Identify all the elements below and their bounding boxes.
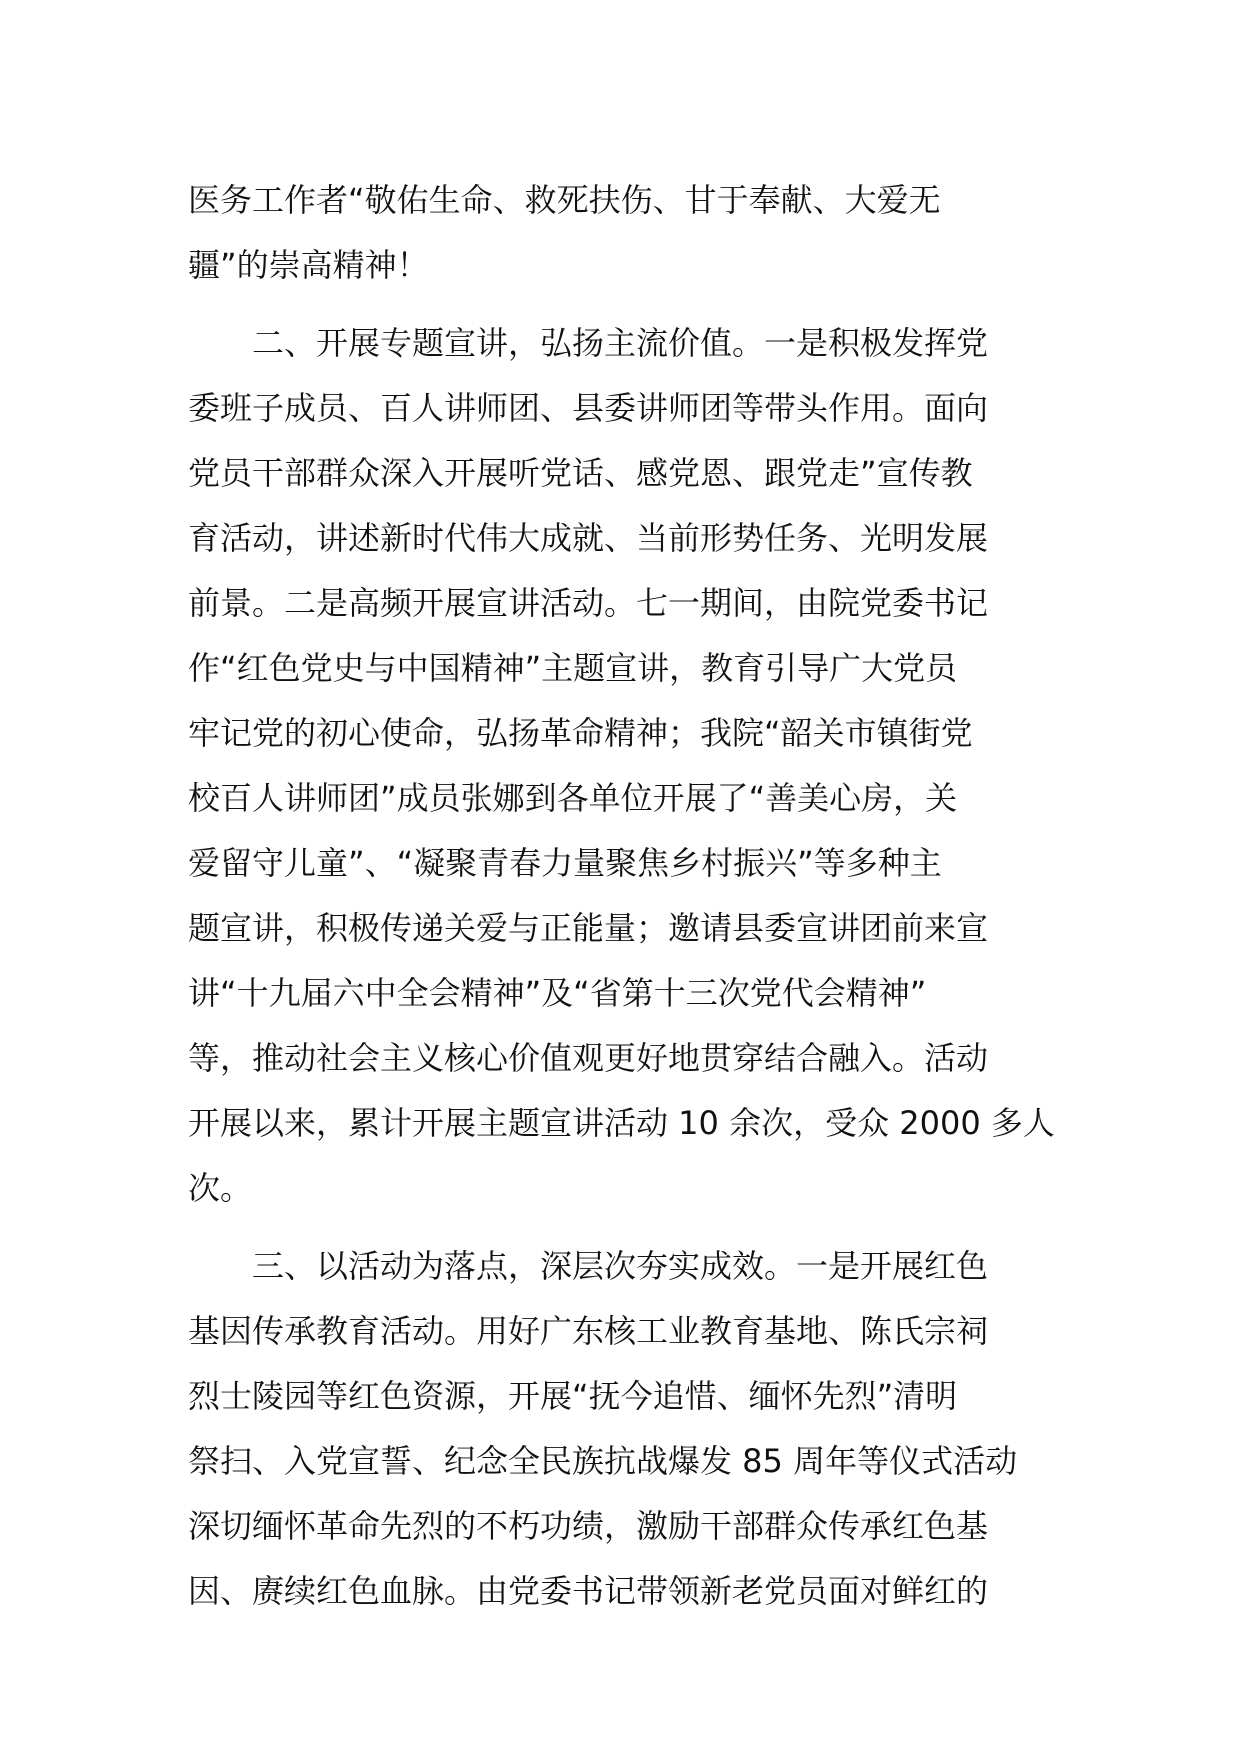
text-line: 烈士陵园等红色资源，开展“抚今追惜、缅怀先烈”清明 [188, 1377, 958, 1415]
text-line: 因、赓续红色血脉。由党委书记带领新老党员面对鲜红的 [188, 1572, 989, 1610]
paragraph-2 [188, 311, 1056, 1221]
text-line: 爱留守儿童”、“凝聚青春力量聚焦乡村振兴”等多种主 [188, 844, 942, 882]
text-line: 讲“十九届六中全会精神”及“省第十三次党代会精神” [188, 974, 927, 1012]
text-line: 深切缅怀革命先烈的不朽功绩，激励干部群众传承红色基 [188, 1507, 989, 1545]
text-line: 三、以活动为落点，深层次夯实成效。一是开展红色 [188, 1247, 989, 1285]
text-line: 祭扫、入党宣誓、纪念全民族抗战爆发 85 周年等仪式活动 [188, 1442, 1018, 1480]
text-line: 次。 [188, 1169, 253, 1207]
paragraph-spacer [188, 1221, 1056, 1234]
text-line: 题宣讲，积极传递关爱与正能量；邀请县委宣讲团前来宣 [188, 909, 989, 947]
text-line: 作“红色党史与中国精神”主题宣讲，教育引导广大党员 [188, 649, 958, 687]
text-line: 牢记党的初心使命，弘扬革命精神；我院“韶关市镇街党 [188, 714, 973, 752]
paragraph-3 [188, 1234, 1056, 1624]
text-line: 疆”的崇高精神！ [188, 246, 429, 284]
text-line: 基因传承教育活动。用好广东核工业教育基地、陈氏宗祠 [188, 1312, 989, 1350]
text-line: 开展以来，累计开展主题宣讲活动 10 余次，受众 2000 多人 [188, 1104, 1055, 1142]
text-line: 二、开展专题宣讲，弘扬主流价值。一是积极发挥党 [188, 324, 989, 362]
text-line: 等，推动社会主义核心价值观更好地贯穿结合融入。活动 [188, 1039, 989, 1077]
text-line: 医务工作者“敬佑生命、救死扶伤、甘于奉献、大爱无 [188, 181, 941, 219]
body-text [188, 168, 1056, 1624]
paragraph-1 [188, 168, 1056, 298]
paragraph-spacer [188, 298, 1056, 311]
text-line: 前景。二是高频开展宣讲活动。七一期间，由院党委书记 [188, 584, 989, 622]
text-line: 委班子成员、百人讲师团、县委讲师团等带头作用。面向 [188, 389, 989, 427]
text-line: 育活动，讲述新时代伟大成就、当前形势任务、光明发展 [188, 519, 989, 557]
text-line: 党员干部群众深入开展听党话、感党恩、跟党走”宣传教 [188, 454, 973, 492]
text-line: 校百人讲师团”成员张娜到各单位开展了“善美心房，关 [188, 779, 958, 817]
